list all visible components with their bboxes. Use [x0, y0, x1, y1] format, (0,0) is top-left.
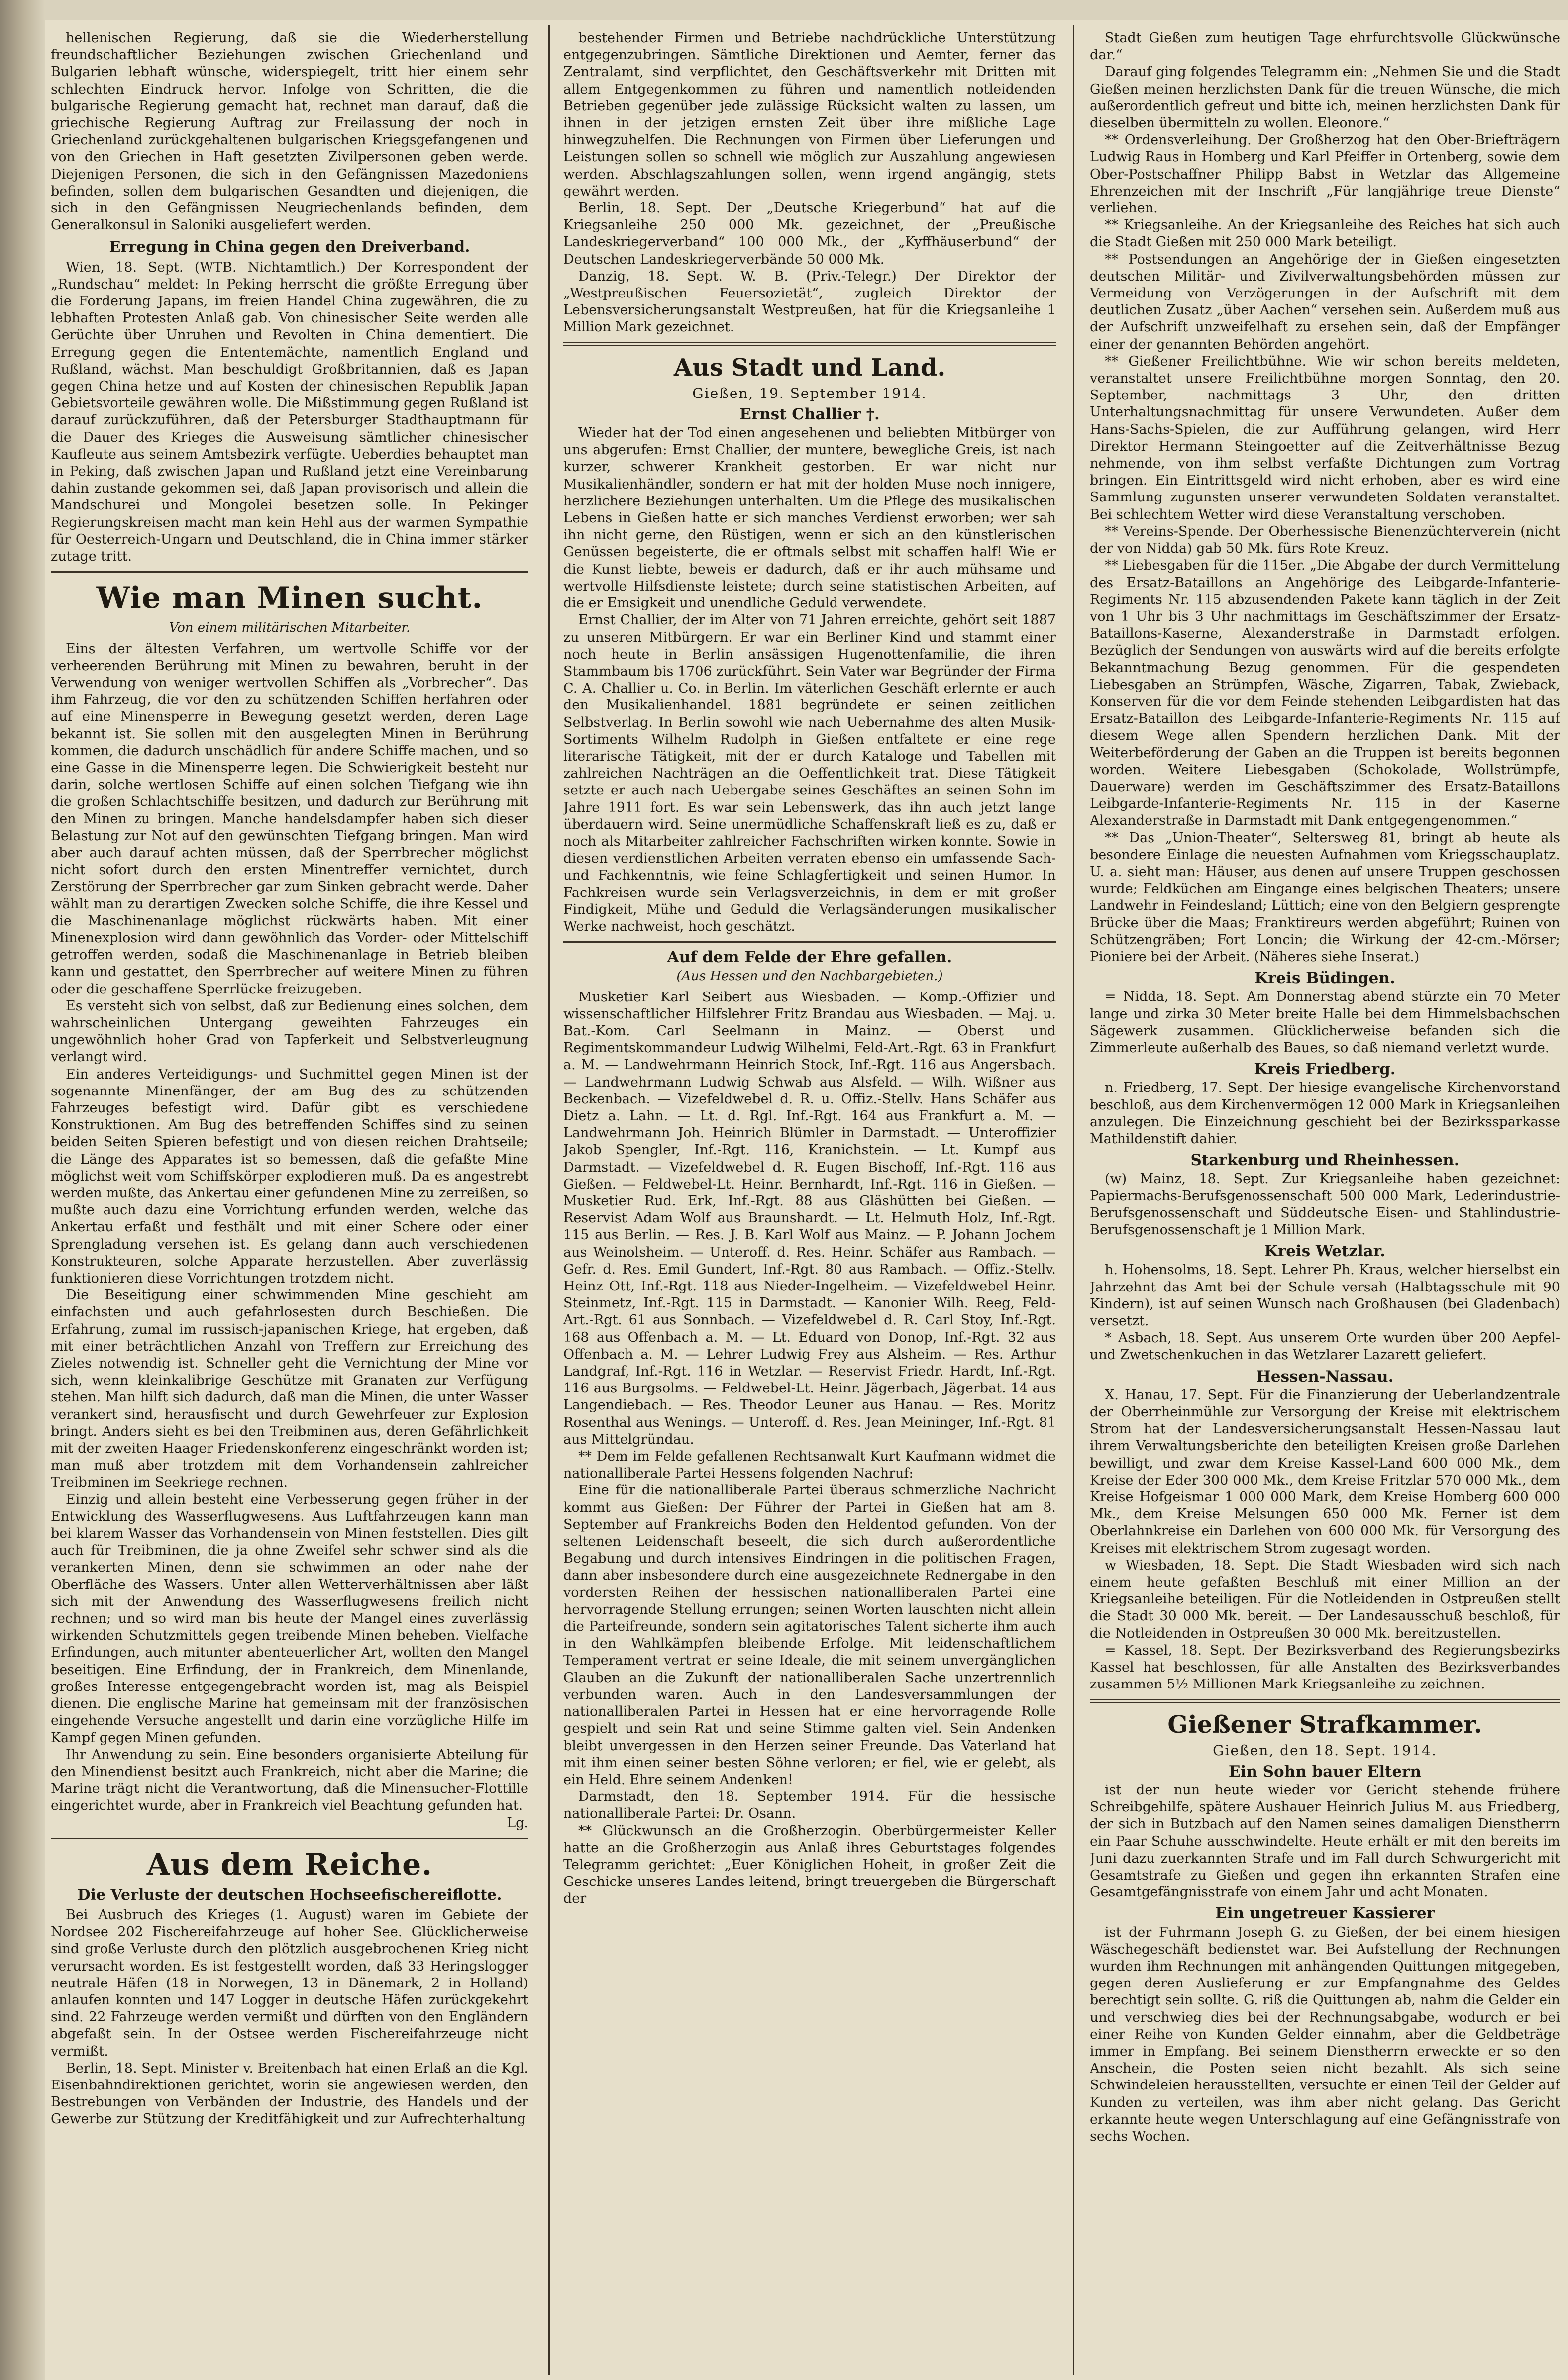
- article-text: ** Postsendungen an Angehörige der in Gießen eingesetzten deutschen Militär- und Zivilverwaltungsbehörden müssen zur Vermeidung von Verzögerungen in der Aufschrift mit dem deutlichen Zusatz „über Aachen“ versehen sein. Außerdem muß aus der Aufschrift unzweifelhaft zu ersehen sein, daß der Empfänger einer der genannten Behörden angehört.: [1090, 251, 1560, 352]
- article-text: Eins der ältesten Verfahren, um wertvolle Schiffe vor der verheerenden Berührung mit Minen zu bewahren, beruht in der Verwendung von weniger wertvollen Schiffen als „Vorbrecher“. Das ihm Fahrzeug, die vor den zu schützenden Schiffen herfahren oder auf eine Minensperre in Bewegung gesetzt werden, deren Lage bekannt ist. Sie sollen mit den ausgelegten Minen in Berührung kommen, die dadurch unschädlich für andere Schiffe machen, und so eine Gasse in die Minensperre legen. Die Schwierigkeit besteht nur darin, solche wertlosen Schiffe auf einen solchen Tiefgang wie ihn die großen Schlachtschiffe besitzen, und dadurch zur Berührung mit den Minen zu bringen. Manche handelsdampfer haben sich dieser Belastung zur Not auf den gewünschten Tiefgang bringen. Man wird aber auch darauf achten müssen, daß der Sperrbrecher möglichst nicht sofort durch den ersten Minentreffer vernichtet, durch Zerstörung der Sperrbrecher gar zum Sinken gebracht werde. Daher wählt man zu derartigen Zwecken solche Schiffe, die ihre Kessel und die Maschinenanlage möglichst rückwärts haben. Mit einer Minenexplosion wird dann gewöhnlich das Vorder- oder Mittelschiff getroffen werden, sodaß die Maschinenanlage in Betrieb bleiben kann und gestattet, den Sperrbrecher auf weitere Minen zu führen oder die geschaffene Sperrlücke freizugeben.: [51, 641, 528, 997]
- author-signature: Lg.: [507, 1815, 528, 1831]
- article-text: ** Dem im Felde gefallenen Rechtsanwalt Kurt Kaufmann widmet die nationalliberale Partei Hessens folgenden Nachruf:: [563, 1449, 1056, 1482]
- divider: [563, 342, 1056, 346]
- headline-challier: Ernst Challier †.: [739, 405, 880, 423]
- headline-starkenburg: Starkenburg und Rheinhessen.: [1190, 1151, 1460, 1170]
- headline-felde-der-ehre: Auf dem Felde der Ehre gefallen.: [667, 948, 952, 967]
- article-text: Musketier Karl Seibert aus Wiesbaden. — Komp.-Offizier und wissenschaftlicher Hilfslehrer Fritz Brandau aus Wiesbaden. — Maj. u. Bat.-Kom. Carl Seelmann in Mainz. — Oberst und Regimentskommandeur Ludwig Wilhelmi, Feld-Art.-Rgt. 63 in Frankfurt a. M. — Landwehrmann Heinrich Stock, Inf.-Rgt. 116 aus Angersbach. — Landwehrmann Ludwig Schwab aus Alsfeld. — Wilh. Wißner aus Beckenbach. — Vizefeldwebel d. R. u. Offiz.-Stellv. Hans Schäfer aus Dietz a. Lahn. — Lt. d. Rgl. Inf.-Rgt. 164 aus Frankfurt a. M. — Landwehrmann Joh. Heinrich Blümler in Darmstadt. — Unteroffizier Jakob Spengler, Inf.-Rgt. 116, Kranichstein. — Lt. Kumpf aus Darmstadt. — Vizefeldwebel d. R. Eugen Bischoff, Inf.-Rgt. 116 aus Gießen. — Feldwebel-Lt. Heinr. Bernhardt, Inf.-Rgt. 116 in Gießen. — Musketier Rud. Erk, Inf.-Rgt. 88 aus Gläshütten bei Gießen. — Reservist Adam Wolf aus Braunshardt. — Lt. Helmuth Holz, Inf.-Rgt. 115 aus Berlin. — Res. J. B. Karl Wolf aus Mainz. — P. Johann Jochem aus Weinolsheim. — Unteroff. d. Res. Heinr. Schäfer aus Rambach. — Gefr. d. Res. Emil Gundert, Inf.-Rgt. 80 aus Rambach. — Offiz.-Stellv. Heinz Ott, Inf.-Rgt. 118 aus Nieder-Ingelheim. — Vizefeldwebel Heinr. Steinmetz, Inf.-Rgt. 115 in Darmstadt. — Kanonier Wilh. Reeg, Feld-Art.-Rgt. 61 aus Sonnbach. — Vizefeldwebel d. R. Carl Stoy, Inf.-Rgt. 168 aus Offenbach a. M. — Lt. Eduard von Donop, Inf.-Rgt. 32 aus Offenbach a. M. — Lehrer Ludwig Frey aus Alsheim. — Res. Arthur Landgraf, Inf.-Rgt. 116 in Wetzlar. — Reservist Friedr. Hardt, Inf.-Rgt. 116 aus Burgsolms. — Feldwebel-Lt. Heinr. Jägerbach, Jägerbat. 14 aus Langendiebach. — Res. Theodor Leuner aus Hanau. — Res. Moritz Rosenthal aus Wenings. — Unteroff. d. Res. Jean Meininger, Inf.-Rgt. 81 aus Mittelgründau.: [563, 989, 1056, 1447]
- article-text: ** Liebesgaben für die 115er. „Die Abgabe der durch Vermittelung des Ersatz-Bataillons an Angehörige des Leibgarde-Infanterie-Regiments Nr. 115 abzusendenden Pakete kann täglich in der Zeit von 1 Uhr bis 3 Uhr nachmittags im Geschäftszimmer der Ersatz-Bataillons-Kaserne, Alexanderstraße in Darmstadt erfolgen. Bezüglich der Sendungen von auswärts wird auf die bereits erfolgte Bekanntmachung Bezug genommen. Für die gespendeten Liebesgaben an Strümpfen, Wäsche, Zigarren, Tabak, Zwieback, Konserven für die vor dem Feinde stehenden Leibgardisten hat das Ersatz-Bataillon des Leibgarde-Infanterie-Regiments Nr. 115 auf diesem Wege allen Spendern herzlichen Dank. Mit der Weiterbeförderung der Gaben an die Truppen ist bereits begonnen worden. Weitere Liebesgaben (Schokolade, Wollstrümpfe, Dauerware) werden im Geschäftszimmer des Ersatz-Bataillons Leibgarde-Infanterie-Regiments Nr. 115 in der Kaserne Alexanderstraße in Darmstadt mit Dank entgegengenommen.“: [1090, 558, 1560, 829]
- headline-reich: Aus dem Reiche.: [146, 1847, 433, 1882]
- article-text: hellenischen Regierung, daß sie die Wiederherstellung freundschaftlicher Beziehungen zwischen Griechenland und Bulgarien lebhaft wünsche, widerspiegelt, tritt hier einem sehr schlechten Eindruck hervor. Infolge von Schritten, die die bulgarische Regierung gemacht hat, rechnet man darauf, daß die griechische Regierung Auftrag zur Freilassung der noch in Griechenland zurückgehaltenen bulgarischen Kriegsgefangenen und von den Griechen in Haft gesetzten Zivilpersonen geben werde. Diejenigen Personen, die sich in den Gefängnissen Mazedoniens befinden, sollen dem bulgarischen Gesandten und diejenigen, die sich in den Gefängnissen Neugriechenlands befinden, dem Generalkonsul in Saloniki ausgeliefert werden.: [51, 30, 528, 233]
- dateline: Gießen, den 18. Sept. 1914.: [1213, 1742, 1437, 1759]
- headline-kassierer: Ein ungetreuer Kassierer: [1215, 1904, 1435, 1923]
- dateline: Gießen, 19. September 1914.: [692, 385, 927, 401]
- article-text: Danzig, 18. Sept. W. B. (Priv.-Telegr.) Der Direktor der „Westpreußischen Feuersozietät“, zugleich Direktor der Lebensversicherungsanstalt Westpreußen, hat für die Kriegsanleihe 1 Million Mark gezeichnet.: [563, 268, 1056, 335]
- page-binding-edge: [0, 0, 45, 2380]
- headline-kreis-budingen: Kreis Büdingen.: [1254, 969, 1395, 988]
- column-right: [1090, 30, 1560, 2370]
- article-text: Wieder hat der Tod einen angesehenen und beliebten Mitbürger von uns abgerufen: Ernst Challier, der muntere, bewegliche Greis, ist nach kurzer, schwerer Krankheit gestorben. Er war nicht nur Musikalienhändler, sondern er hat mit der holden Muse noch innigere, herzlichere Beziehungen unterhalten. Um die Pflege des musikalischen Lebens in Gießen hatte er sich manches Verdienst erworben; wer sah ihn nicht gerne, den Rüstigen, wenn er sich an den künstlerischen Genüssen begeisterte, die er oftmals selbst mit schaffen half! Wie er die Kunst liebte, beweis er dadurch, daß er ihr auch mühsame und wertvolle Hilfsdienste leistete; durch seine statistischen Arbeiten, auf die er Emsigkeit und unendliche Geduld verwendete.: [563, 425, 1056, 611]
- headline-strafkammer: Gießener Strafkammer.: [1167, 1710, 1482, 1739]
- article-text: Ernst Challier, der im Alter von 71 Jahren erreichte, gehört seit 1887 zu unseren Mitbürgern. Er war ein Berliner Kind und stammt einer noch heute in Berlin ansässigen Hugenottenfamilie, die ihren Stammbaum bis 1706 zurückführt. Sein Vater war Begründer der Firma C. A. Challier u. Co. in Berlin. Im väterlichen Geschäft erlernte er auch den Musikalienhandel. 1881 begründete er seinen zeitlichen Selbstverlag. In Berlin sowohl wie nach Uebernahme des alten Musik-Sortiments Wilhelm Rudolph in Gießen entfaltete er eine rege literarische Tätigkeit, mit der er durch Kataloge und Tabellen mit zahlreichen Nachträgen an die Oeffentlichkeit trat. Diese Tätigkeit setzte er auch nach Uebergabe seines Geschäftes an seinen Sohn im Jahre 1911 fort. Es war sein Lebenswerk, das ihn auch jetzt lange überdauern wird. Seine unermüdliche Schaffenskraft ließ es zu, daß er noch als Mitarbeiter zahlreicher Fachschriften wirken konnte. Sowie in diesen verdienstlichen Arbeiten verraten ebenso ein umfassende Sach- und Fachkenntnis, wie feine Schlagfertigkeit und seinen Humor. In Fachkreisen wurde sein Verlagsverzeichnis, in dem er mit großer Findigkeit, Mühe und Geduld die Verlagsänderungen musikalischer Werke nachweist, hoch geschätzt.: [563, 612, 1056, 934]
- article-text: w Wiesbaden, 18. Sept. Die Stadt Wiesbaden wird sich nach einem heute gefaßten Beschluß mit einer Million an der Kriegsanleihe beteiligen. Für die Notleidenden in Ostpreußen stellt die Stadt 30 000 Mk. bereit. — Der Landesausschuß beschloß, für die Notleidenden in Ostpreußen 30 000 Mk. bereitzustellen.: [1090, 1557, 1560, 1641]
- article-text: X. Hanau, 17. Sept. Für die Finanzierung der Ueberlandzentrale der Oberrheinmühle zur Versorgung der Kreise mit elektrischem Strom hat der Landesversicherungsanstalt Hessen-Nassau laut ihrem Verwaltungsberichte den beteiligten Kreisen große Darlehen bewilligt, und zwar dem Kreise Kassel-Land 600 000 Mk., dem Kreise der Eder 300 000 Mk., dem Kreise Fritzlar 570 000 Mk., dem Kreise Hofgeismar 1 000 000 Mark, dem Kreise Homberg 600 000 Mk., dem Kreise Melsungen 650 000 Mk. Ferner ist dem Oberlahnkreise ein Darlehen von 600 000 Mk. für Versorgung des Kreises mit elektrischem Strom zugesagt worden.: [1090, 1387, 1560, 1556]
- article-text: Es versteht sich von selbst, daß zur Bedienung eines solchen, dem wahrscheinlichen Untergang geweihten Fahrzeuges ein ungewöhnlich hoher Grad von Tapferkeit und Selbstverleugnung verlangt wird.: [51, 998, 528, 1065]
- article-text: Ihr Anwendung zu sein. Eine besonders organisierte Abteilung für den Minendienst besitzt auch Frankreich, nicht aber die Marine; die Marine trägt nicht die Verantwortung, daß die Minensucher-Flottille eingerichtet wurde, aber in Frankreich viel Beachtung gefunden hat.: [51, 1747, 528, 1814]
- headline-hessen-nassau: Hessen-Nassau.: [1256, 1367, 1394, 1386]
- article-text: Bei Ausbruch des Krieges (1. August) waren im Gebiete der Nordsee 202 Fischereifahrzeuge auf hoher See. Glücklicherweise sind große Verluste durch den plötzlich ausgebrochenen Krieg nicht verursacht worden. Es ist festgestellt worden, daß 33 Heringslogger neutrale Häfen (18 in Norwegen, 13 in Dänemark, 2 in Holland) anlaufen konnten und 147 Logger in deutsche Häfen zurückgekehrt sind. 22 Fahrzeuge werden vermißt und dürften von den Engländern abgefaßt sein. In der Ostsee werden Fischereifahrzeuge nicht vermißt.: [51, 1907, 528, 2059]
- article-text: Wien, 18. Sept. (WTB. Nichtamtlich.) Der Korrespondent der „Rundschau“ meldet: In Peking herrscht die größte Erregung über die Forderung Japans, im freien Handel China zugewähren, die zu lebhaften Protesten Anlaß gab. Von chinesischer Seite werden alle Gerüchte über Unruhen und Revolten in China dementiert. Die Erregung gegen die Ententemächte, namentlich England und Rußland, wächst. Man beschuldigt Großbritannien, daß es Japan gegen China hetze und auf Kosten der chinesischen Republik Japan Gebietsvorteile gewähren wolle. Die Mißstimmung gegen Rußland ist darauf zurückzuführen, daß der Petersburger Stadthauptmann für die Dauer des Krieges die Ausweisung sämtlicher chinesischer Kaufleute aus seinem Amtsbezirk verfügte. Ueberdies behauptet man in Peking, daß zwischen Japan und Rußland jetzt eine Vereinbarung dahin zustande gekommen sei, daß Japan provisorisch und allein die Mandschurei und Mongolei besetzen solle. In Pekinger Regierungskreisen macht man kein Hehl aus der warmen Sympathie für Oesterreich-Ungarn und Deutschland, die in China immer stärker zutage tritt.: [51, 259, 528, 565]
- article-text: Ein anderes Verteidigungs- und Suchmittel gegen Minen ist der sogenannte Minenfänger, der am Bug des zu schützenden Fahrzeuges befestigt wird. Dafür gibt es verschiedene Konstruktionen. Am Bug des betreffenden Schiffes sind zu seinen beiden Seiten Spieren befestigt und von diesen reichen Drahtseile; die Länge des Apparates ist so bemessen, daß die gefaßte Mine möglichst weit vom Schiffskörper explodieren muß. Da es angestrebt werden mußte, das Ankertau einer gefundenen Mine zu zerreißen, so mußte auch dazu eine Vorrichtung erfunden werden, welche das Ankertau erfaßt und festhält und mit einer Schere oder einer Sprengladung versehen ist. Es gelang dann auch verschiedenen Konstrukteuren, solche Apparate herzustellen. Aber zuverlässig funktionieren diese Vorrichtungen trotzdem nicht.: [51, 1066, 528, 1287]
- headline-stadt-und-land: Aus Stadt und Land.: [673, 353, 946, 382]
- article-text: h. Hohensolms, 18. Sept. Lehrer Ph. Kraus, welcher hierselbst ein Jahrzehnt das Amt bei der Schule versah (Halbtagsschule mit 90 Kindern), ist auf seinen Wunsch nach Großhausen (bei Gladenbach) versetzt.: [1090, 1262, 1560, 1329]
- subheading-felde: (Aus Hessen und den Nachbargebieten.): [676, 969, 943, 984]
- article-text: = Nidda, 18. Sept. Am Donnerstag abend stürzte ein 70 Meter lange und zirka 30 Meter breite Halle bei dem Himmelsbachschen Sägewerk zusammen. Glücklicherweise befanden sich die Zimmerleute außerhalb des Baues, so daß niemand verletzt wurde.: [1090, 989, 1560, 1056]
- headline-kreis-friedberg: Kreis Friedberg.: [1254, 1060, 1396, 1079]
- headline-minen: Wie man Minen sucht.: [96, 581, 483, 616]
- divider: [563, 941, 1056, 943]
- article-text: Die Beseitigung einer schwimmenden Mine geschieht am einfachsten und auch gefahrlosesten durch Beschießen. Die Erfahrung, zumal im russisch-japanischen Kriege, hat ergeben, daß mit einer beträchtlichen Anzahl von Treffern zur Erreichung des Zieles notwendig ist. Schneller geht die Vernichtung der Mine vor sich, wenn kleinkalibrige Geschütze mit Granaten zur Verfügung stehen. Man hilft sich dadurch, daß man die Minen, die unter Wasser verankert sind, herausfischt und durch Gewehrfeuer zur Explosion bringt. Anders sieht es bei den Treibminen aus, deren Gefährlichkeit mit der zweiten Haager Friedenskonferenz eingeschränkt worden ist; man muß aber trotzdem mit dem Vorhandensein zahlreicher Treibminen im Seekriege rechnen.: [51, 1288, 528, 1490]
- divider: [51, 1838, 528, 1839]
- divider: [1090, 1699, 1560, 1703]
- headline-kreis-wetzlar: Kreis Wetzlar.: [1264, 1242, 1386, 1261]
- article-text: ** Glückwunsch an die Großherzogin. Oberbürgermeister Keller hatte an die Großherzogin aus Anlaß ihres Geburtstages folgendes Telegramm gerichtet: „Euer Königlichen Hoheit, in großer Zeit die Geschicke unseres Landes leitend, bringt treuergeben die Bürgerschaft der: [563, 1823, 1056, 1907]
- article-text: (w) Mainz, 18. Sept. Zur Kriegsanleihe haben gezeichnet: Papiermachs-Berufsgenossenschaft 500 000 Mark, Lederindustrie-Berufsgenossenschaft und Süddeutsche Eisen- und Stahlindustrie-Berufsgenossenschaft je 1 Million Mark.: [1090, 1171, 1560, 1238]
- divider: [51, 571, 528, 573]
- column-middle: [563, 30, 1056, 2370]
- article-text: ** Das „Union-Theater“, Seltersweg 81, bringt ab heute als besondere Einlage die neuesten Aufnahmen vom Kriegsschauplatz. U. a. sieht man: Häuser, aus denen auf unsere Truppen geschossen wurde; Feldküchen am Eingange eines belgischen Theaters; unsere Landwehr in Feindesland; Lüttich; eine von den Belgiern gesprengte Brücke über die Maas; Franktireurs werden abgeführt; Ruinen von Schützengräben; Fort Loncin; die Wirkung der 42-cm.-Mörser; Pioniere bei der Arbeit. (Näheres siehe Inserat.): [1090, 830, 1560, 965]
- article-text: * Asbach, 18. Sept. Aus unserem Orte wurden über 200 Aepfel- und Zwetschenkuchen in das Wetzlarer Lazarett geliefert.: [1090, 1330, 1560, 1363]
- article-text: Berlin, 18. Sept. Der „Deutsche Kriegerbund“ hat auf die Kriegsanleihe 250 000 Mk. gezeichnet, der „Preußische Landeskriegerverband“ 100 000 Mk., der „Kyffhäuserbund“ der Deutschen Landeskriegerverbände 50 000 Mk.: [563, 200, 1056, 267]
- article-text: Berlin, 18. Sept. Minister v. Breitenbach hat einen Erlaß an die Kgl. Eisenbahndirektionen gerichtet, worin sie angewiesen werden, den Bestrebungen von Verbänden der Industrie, des Handels und der Gewerbe zur Stützung der Kreditfähigkeit und zur Aufrechterhaltung: [51, 2060, 528, 2127]
- column-rule: [548, 25, 550, 2375]
- article-text: ist der Fuhrmann Joseph G. zu Gießen, der bei einem hiesigen Wäschegeschäft bedienstet war. Bei Aufstellung der Rechnungen wurden ihm Rechnungen mit anhängenden Quittungen mitgegeben, gegen deren Auslieferung er zur Empfangnahme des Geldes berechtigt sein sollte. G. riß die Quittungen ab, nahm die Gelder ein und verschwieg dies bei der Rechnungsabgabe, wodurch er bei einer Reihe von Kunden Gelder einnahm, aber die Geldbeträge immer in Empfang. Bei seinem Dienstherrn erweckte er so den Anschein, die Posten seien nicht bezahlt. Als sich seine Schwindeleien herausstellten, versuchte er einen Teil der Gelder auf Kunden zu verteilen, was ihm aber nicht gelang. Das Gericht erkannte heute wegen Unterschlagung auf eine Gefängnisstrafe von sechs Wochen.: [1090, 1924, 1560, 2144]
- column-left: [51, 30, 528, 2370]
- article-text: ** Kriegsanleihe. An der Kriegsanleihe des Reiches hat sich auch die Stadt Gießen mit 250 000 Mark beteiligt.: [1090, 217, 1560, 250]
- article-text: ** Gießener Freilichtbühne. Wie wir schon bereits meldeten, veranstaltet unsere Freilichtbühne morgen Sonntag, den 20. September, nachmittags 3 Uhr, den dritten Unterhaltungsnachmittag für unsere Verwundeten. Außer dem Hans-Sachs-Spielen, die zur Aufführung gelangen, wird Herr Direktor Hermann Steingoetter auf die Zeitverhältnisse Bezug nehmende, von ihm selbst verfaßte Dichtungen zum Vortrag bringen. Ein Eintrittsgeld wird nicht erhoben, aber es wird eine Sammlung zugunsten unserer verwundeten Soldaten veranstaltet. Bei schlechtem Wetter wird diese Veranstaltung verschoben.: [1090, 353, 1560, 522]
- article-text: Einzig und allein besteht eine Verbesserung gegen früher in der Entwicklung des Wasserflugwesens. Aus Luftfahrzeugen kann man bei klarem Wasser das Vorhandensein von Minen feststellen. Dies gilt auch für Treibminen, die ja ohne Zweifel sehr schwer sind als die verankerten Minen, denn sie schwimmen an oder nahe der Oberfläche des Wassers. Unter allen Wetterverhältnissen aber läßt sich mit der Anwendung des Wasserflugwesens freilich nicht rechnen; und so wird man bis heute der Mangel eines zuverlässig wirkenden Schutzmittels gegen treibende Minen beheben. Vielfache Erfindungen, auch mitunter abenteuerlicher Art, wollten den Mangel beseitigen. Eine Erfindung, der in Frankreich, dem Minenlande, großes Interesse entgegengebracht worden ist, mag als Beispiel dienen. Die englische Marine hat gemeinsam mit der französischen eingehende Versuche angestellt und darin eine vorzügliche Hilfe im Kampf gegen Minen gefunden.: [51, 1491, 528, 1746]
- article-text: ** Vereins-Spende. Der Oberhessische Bienenzüchterverein (nicht der von Nidda) gab 50 Mk. fürs Rote Kreuz.: [1090, 523, 1560, 557]
- newspaper-page: [45, 20, 1568, 2380]
- article-text: ist der nun heute wieder vor Gericht stehende frühere Schreibgehilfe, spätere Aushauer Heinrich Julius M. aus Friedberg, der sich in Butzbach auf den Namen seines damaligen Dienstherrn ein Paar Schuhe ausschwindelte. Heute erhält er mit den bereits im Juni dazu zuerkannten Strafe und im Fall durch Schwurgericht mit Gesamtstrafe zu Gießen und gegen ihn erkannten Strafen eine Gesamtgefängnisstrafe von einem Jahr und acht Monaten.: [1090, 1782, 1560, 1900]
- article-text: Darauf ging folgendes Telegramm ein: „Nehmen Sie und die Stadt Gießen meinen herzlichsten Dank für die treuen Wünsche, die mich außerordentlich gefreut und bitte ich, meinen herzlichsten Dank für dieselben übermitteln zu wollen. Eleonore.“: [1090, 64, 1560, 131]
- headline-china: Erregung in China gegen den Dreiverband.: [109, 238, 470, 256]
- article-text: bestehender Firmen und Betriebe nachdrückliche Unterstützung entgegenzubringen. Sämtliche Direktionen und Aemter, ferner das Zentralamt, sind verpflichtet, den Geschäftsverkehr mit Dritten mit allem Entgegenkommen zu führen und namentlich notleidenden Betrieben gegenüber jede zulässige Rücksicht walten zu lassen, um ihnen in der jetzigen ernsten Zeit über ihre mißliche Lage hinwegzuhelfen. Die Rechnungen von Firmen über Lieferungen und Leistungen sollen so schnell wie möglich zur Auszahlung angewiesen werden. Abschlagszahlungen sollen, wenn irgend angängig, stets gewährt werden.: [563, 30, 1056, 199]
- article-text: ** Ordensverleihung. Der Großherzog hat den Ober-Briefträgern Ludwig Raus in Homberg und Karl Pfeiffer in Ortenberg, sowie dem Ober-Postschaffner Philipp Babst in Wetzlar das Allgemeine Ehrenzeichen mit der Inschrift „Für langjährige treue Dienste“ verliehen.: [1090, 132, 1560, 216]
- column-rule: [1073, 25, 1074, 2375]
- article-text: Eine für die nationalliberale Partei überaus schmerzliche Nachricht kommt aus Gießen: Der Führer der Partei in Gießen hat am 8. September auf Frankreichs Boden den Heldentod gefunden. Von der seltenen Leidenschaft beseelt, die sich durch außerordentliche Begabung und durch intensives Eindringen in die politischen Fragen, dann aber insbesondere durch eine ausgezeichnete Rednergabe in den vordersten Reihen der hessischen nationalliberalen Partei eine hervorragende Stellung errungen; seinen Worten lauschten nicht allein die Parteifreunde, sondern sein agitatorisches Talent sicherte ihm auch in den Wahlkämpfen bleibende Erfolge. Mit leidenschaftlichem Temperament vertrat er seine Ideale, die mit seinem unvergänglichen Glauben an die Zukunft der nationalliberalen Sache unzertrennlich verbunden waren. Auch in den Landesversammlungen der nationalliberalen Partei in Hessen hat er eine hervorragende Rolle gespielt und sein Rat und seine Stimme galten viel. Sein Andenken bleibt unvergessen in den Herzen seiner Freunde. Das Vaterland hat mit ihm einen seiner besten Söhne verloren; er fiel, wie er gelebt, als ein Held. Ehre seinem Andenken!: [563, 1483, 1056, 1787]
- article-text: Stadt Gießen zum heutigen Tage ehrfurchtsvolle Glückwünsche dar.“: [1090, 30, 1560, 63]
- article-text: = Kassel, 18. Sept. Der Bezirksverband des Regierungsbezirks Kassel hat beschlossen, für alle Anstalten des Bezirksverbandes zusammen 5½ Millionen Mark Kriegsanleihe zu zeichnen.: [1090, 1642, 1560, 1692]
- article-text: Darmstadt, den 18. September 1914. Für die hessische nationalliberale Partei: Dr. Osann.: [563, 1789, 1056, 1822]
- subheading-minen: Von einem militärischen Mitarbeiter.: [169, 620, 411, 636]
- article-text: n. Friedberg, 17. Sept. Der hiesige evangelische Kirchenvorstand beschloß, aus dem Kirchenvermögen 12 000 Mark in Kriegsanleihen anzulegen. Die Einzeichnung geschieht bei der Bezirkssparkasse Mathildenstift dahier.: [1090, 1080, 1560, 1147]
- headline-verluste: Die Verluste der deutschen Hochseefischereiflotte.: [77, 1886, 502, 1904]
- headline-sohn: Ein Sohn bauer Eltern: [1228, 1762, 1422, 1781]
